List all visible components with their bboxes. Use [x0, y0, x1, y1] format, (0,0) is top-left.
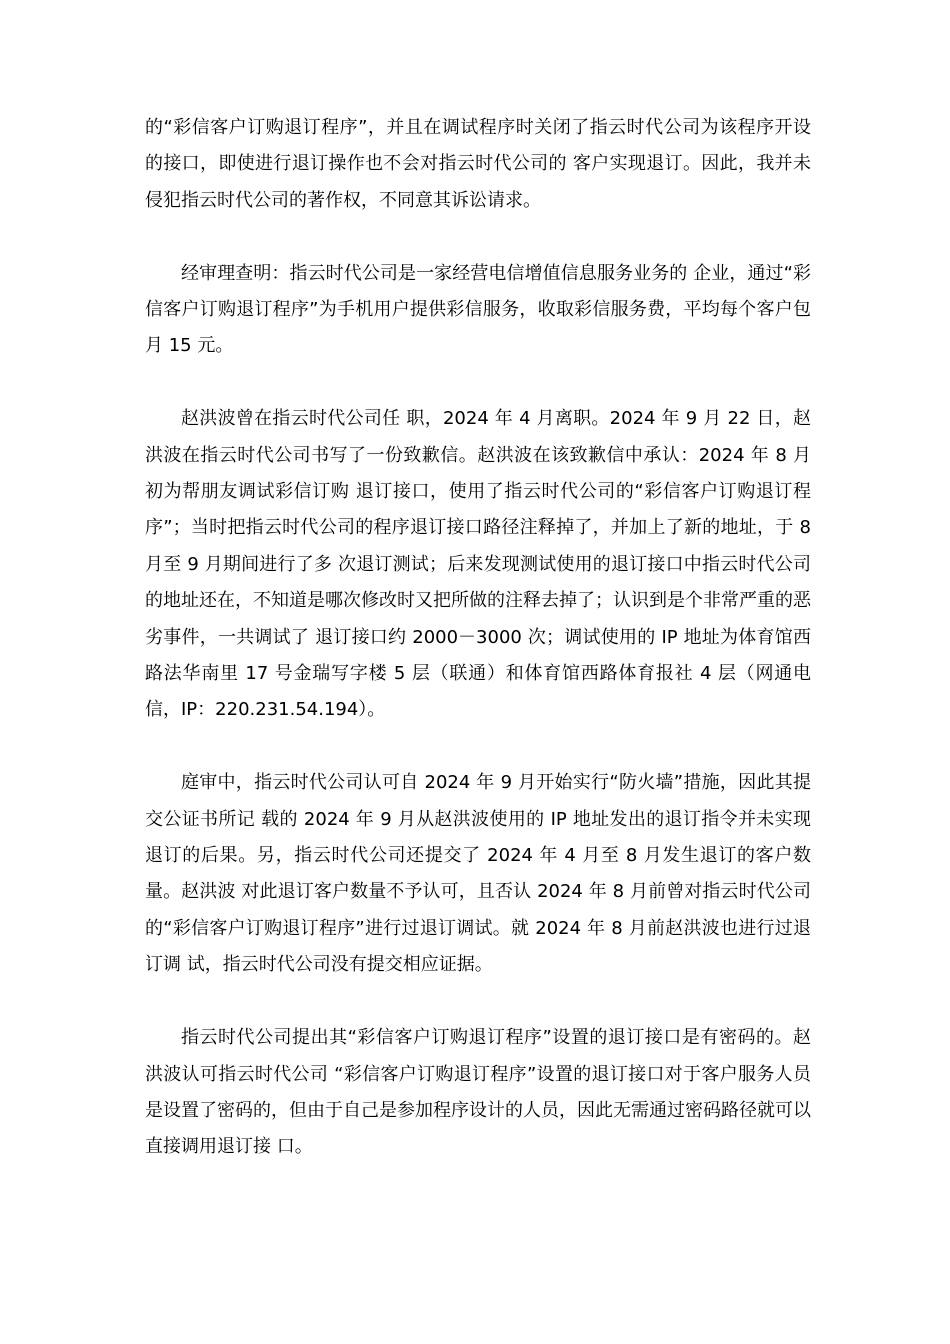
- paragraph-5: 指云时代公司提出其“彩信客户订购退订程序”设置的退订接口是有密码的。赵洪波认可指云时代公司 “彩信客户订购退订程序”设置的退订接口对于客户服务人员是设置了密码的，但由于自己是参加程序设计的人员，因此无需通过密码路径就可以直接调用退订接 口。: [145, 1027, 811, 1158]
- paragraph-gap: [145, 365, 811, 401]
- paragraph-2: 经审理查明：指云时代公司是一家经营电信增值信息服务业务的 企业，通过“彩信客户订购退订程序”为手机用户提供彩信服务，收取彩信服务费，平均每个客户包月 15 元。: [145, 262, 811, 357]
- paragraph-4: 庭审中，指云时代公司认可自 2024 年 9 月开始实行“防火墙”措施，因此其提交公证书所记 载的 2024 年 9 月从赵洪波使用的 IP 地址发出的退订指令并未实现退订的后果。另，指云时代公司还提交了 2024 年 4 月至 8 月发生退订的客户数量。赵洪波 对此退订客户数量不予认可，且否认 2024 年 8 月前曾对指云时代公司的“彩信客户订购退订程序”进行过退订调试。就 2024 年 8 月前赵洪波也进行过退订调 试，指云时代公司没有提交相应证据。: [145, 772, 811, 976]
- paragraph-gap: [145, 984, 811, 1020]
- paragraph-1: 的“彩信客户订购退订程序”，并且在调试程序时关闭了指云时代公司为该程序开设的接口，即使进行退订操作也不会对指云时代公司的 客户实现退订。因此，我并未侵犯指云时代公司的著作权，不同意其诉讼请求。: [145, 117, 811, 211]
- document-page: [145, 110, 811, 1166]
- paragraph-gap: [145, 219, 811, 255]
- paragraph-3: 赵洪波曾在指云时代公司任 职，2024 年 4 月离职。2024 年 9 月 22 日，赵洪波在指云时代公司书写了一份致歉信。赵洪波在该致歉信中承认：2024 年 8 月初为帮朋友调试彩信订购 退订接口，使用了指云时代公司的“彩信客户订购退订程序”；当时把指云时代公司的程序退订接口路径注释掉了，并加上了新的地址，于 8 月至 9 月期间进行了多 次退订测试；后来发现测试使用的退订接口中指云时代公司的地址还在，不知道是哪次修改时又把所做的注释去掉了；认识到是个非常严重的恶劣事件，一共调试了 退订接口约 2000－3000 次；调试使用的 IP 地址为体育馆西路法华南里 17 号金瑞写字楼 5 层（联通）和体育馆西路体育报社 4 层（网通电 信，IP：220.231.54.194）。: [145, 408, 811, 721]
- paragraph-gap: [145, 729, 811, 765]
